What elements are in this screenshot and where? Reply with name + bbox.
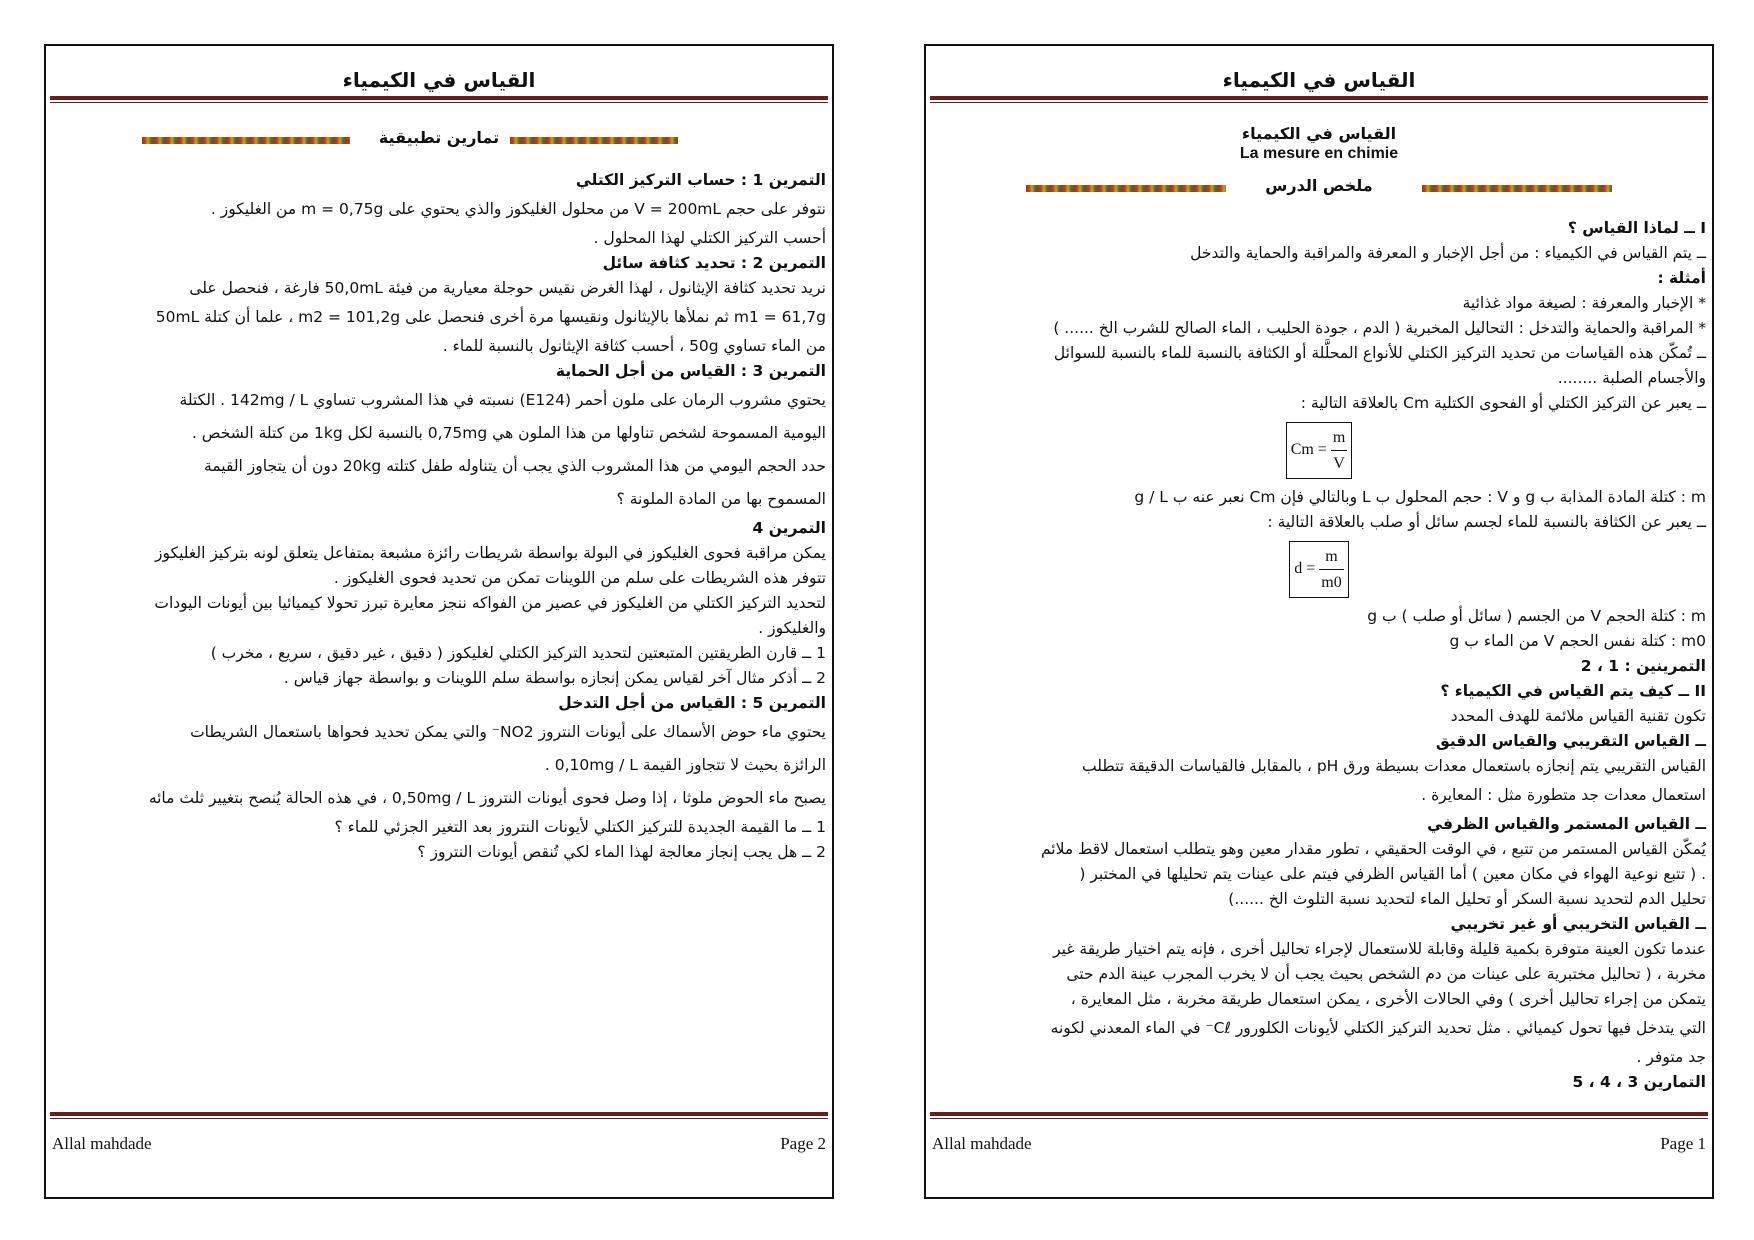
footer-rule xyxy=(50,1112,828,1116)
subsection-heading: ــ القياس المستمر والقياس الظرفي xyxy=(1427,815,1706,833)
d-formula xyxy=(932,535,1706,604)
text-line: تحليل الدم لتحديد نسبة السكر أو تحليل الماء لتحديد نسبة التلوث الخ ......) xyxy=(1228,890,1706,908)
section-heading: I ــ لماذا القياس ؟ xyxy=(1567,219,1706,237)
text-line: ــ يعبر عن الكثافة بالنسبة للماء لجسم سائل أو صلب بالعلاقة التالية : xyxy=(1267,513,1706,531)
formula-denominator: V xyxy=(1333,455,1345,472)
exercise-question: 2 ــ أذكر مثال آخر لقياس يمكن إنجازه بواسطة سلم اللوينات و بواسطة جهاز قياس . xyxy=(283,669,826,687)
formula-denominator: m0 xyxy=(1321,574,1342,591)
exercise-title: التمرين 2 : تحديد كثافة سائل xyxy=(602,254,826,272)
text-line: القياس التقريبي يتم إنجازه باستعمال معدات بسيطة ورق pH ، بالمقابل فالقياسات الدقيقة تتطلب xyxy=(1082,757,1706,775)
exercise-line: اليومية المسموحة لشخص تناولها من هذا الملون هي 0,75mg بالنسبة لكل 1kg من كتلة الشخص . xyxy=(191,424,826,442)
header-rule xyxy=(930,96,1708,100)
exercise-title: التمرين 5 : القياس من أجل التدخل xyxy=(558,694,826,712)
text-line: m : كتلة المادة المذابة ب g و V : حجم المحلول ب L وبالتالي فإن Cm نعبر عنه ب g / L xyxy=(1134,488,1706,506)
footer-rule-thin xyxy=(50,1118,828,1119)
page-1 xyxy=(924,44,1714,1199)
exercise-question: 1 ــ ما القيمة الجديدة للتركيز الكتلي لأيونات النتروز بعد التغير الجزئي للماء ؟ xyxy=(334,818,826,836)
text-line: والأجسام الصلبة ........ xyxy=(1557,369,1706,387)
text-line: * المراقبة والحماية والتدخل : التحاليل المخبرية ( الدم ، جودة الحليب ، الماء الصالح للشرب الخ ...... ) xyxy=(1053,319,1706,337)
summary-label: ملخص الدرس xyxy=(1265,176,1373,195)
exercise-line: المسموح بها من المادة الملونة ؟ xyxy=(616,490,826,508)
lesson-body xyxy=(932,216,1706,1095)
lesson-title-ar: القياس في الكيمياء xyxy=(1241,124,1397,143)
header-rule xyxy=(50,96,828,100)
exercise-line: أحسب التركيز الكتلي لهذا المحلول . xyxy=(593,229,826,247)
section-banner xyxy=(46,128,832,152)
exercise-question: 1 ــ قارن الطريقتين المتبعتين لتحديد التركيز الكتلي لغليكوز ( دقيق ، غير دقيق ، سريع ، مخرب ) xyxy=(210,644,826,662)
text-line: * الإخبار والمعرفة : لصيغة مواد غذائية xyxy=(1462,294,1706,312)
formula-box xyxy=(1289,541,1348,598)
page-title: القياس في الكيمياء xyxy=(342,68,536,92)
header-rule-thin xyxy=(930,102,1708,103)
formula-lhs: d = xyxy=(1294,560,1316,578)
footer-author: Allal mahdade xyxy=(52,1134,152,1153)
text-line: مخربة ، ( تحاليل مختبرية على عينات من دم الشخص بحيث يجب أن لا يخرب المجرب عينة الدم حتى xyxy=(1066,965,1706,983)
footer-author: Allal mahdade xyxy=(932,1134,1032,1153)
text-line: m : كتلة الحجم V من الجسم ( سائل أو صلب ) ب g xyxy=(1367,607,1706,625)
exercise-line: حدد الحجم اليومي من هذا المشروب الذي يجب أن يتناوله طفل كتلته 20kg دون أن يتجاوز القيمة xyxy=(204,457,826,475)
formula-fraction xyxy=(1319,544,1343,595)
text-line: عندما تكون العينة متوفرة بكمية قليلة وقابلة للاستعمال لإجراء تحاليل أخرى ، فإنه يتم اختيار طريقة غير xyxy=(1053,940,1706,958)
exercises-body xyxy=(52,168,826,865)
section-heading: II ــ كيف يتم القياس في الكيمياء ؟ xyxy=(1440,682,1706,700)
cm-formula xyxy=(932,416,1706,485)
text-line: تكون تقنية القياس ملائمة للهدف المحدد xyxy=(1450,707,1706,725)
page-title: القياس في الكيمياء xyxy=(1222,68,1416,92)
exercise-line: من الماء تساوي 50g ، أحسب كثافة الإيثانول بالنسبة للماء . xyxy=(442,337,826,355)
header-rule-thin xyxy=(50,102,828,103)
exercise-line: لتحديد التركيز الكتلي من الغليكوز في عصير من الفواكه ننجز معايرة تبرز تحولا كيميائيا بين أيونات اليودات xyxy=(154,594,826,612)
text-line: جد متوفر . xyxy=(1636,1048,1706,1066)
footer-page-number: Page 2 xyxy=(780,1134,826,1153)
exercise-line: والغليكوز . xyxy=(758,619,826,637)
exercise-line: نتوفر على حجم V = 200mL من محلول الغليكوز والذي يحتوي على m = 0,75g من الغليكوز . xyxy=(210,200,826,218)
text-line: ــ يعبر عن التركيز الكتلي أو الفحوى الكتلية Cm بالعلاقة التالية : xyxy=(1300,394,1706,412)
text-line: m0 : كتلة نفس الحجم V من الماء ب g xyxy=(1449,632,1706,650)
text-line: ــ تُمكّن هذه القياسات من تحديد التركيز الكتلي للأنواع المحلَّلة أو الكثافة بالنسبة للماء بالنسبة للسوائل xyxy=(1053,344,1706,362)
formula-box xyxy=(1286,422,1353,479)
text-line: . ( تتبع نوعية الهواء في مكان معين ) أما القياس الظرفي فيتم على عينات يتم تحليلها في المختبر ( xyxy=(1079,865,1706,883)
exercise-line: نريد تحديد كثافة الإيثانول ، لهذا الغرض نقيس حوجلة معيارية من فيئة 50,0mL فارغة ، فنحصل على xyxy=(189,279,826,297)
text-line: التي يتدخل فيها تحول كيميائي . مثل تحديد التركيز الكتلي لأيونات الكلورور Cℓ⁻ في الماء المعدني لكونه xyxy=(1050,1019,1706,1037)
page-2 xyxy=(44,44,834,1199)
footer-page-number: Page 1 xyxy=(1660,1134,1706,1153)
subsection-heading: ــ القياس التقريبي والقياس الدقيق xyxy=(1435,732,1706,750)
text-line: ــ يتم القياس في الكيمياء : من أجل الإخبار و المعرفة والمراقبة والحماية والتدخل xyxy=(1190,244,1706,262)
exercise-line: يمكن مراقبة فحوى الغليكوز في البولة بواسطة شريطات رائزة مشبعة بمتفاعل يتعلق لونه بتركيز الغليكوز xyxy=(155,544,826,562)
exercise-title: التمرين 4 xyxy=(752,519,826,537)
lesson-title-block xyxy=(926,124,1712,163)
exercise-title: التمرين 1 : حساب التركيز الكتلي xyxy=(575,171,826,189)
exercise-question: 2 ــ هل يجب إنجاز معالجة لهذا الماء لكي تُنقص أيونات النتروز ؟ xyxy=(417,843,826,861)
text-line: استعمال معدات جد متطورة مثل : المعايرة . xyxy=(1421,786,1706,804)
lesson-title-fr: La mesure en chimie xyxy=(1239,145,1399,162)
formula-numerator: m xyxy=(1319,544,1343,570)
text-line: يتمكن من إجراء تحاليل أخرى ) وفي الحالات الأخرى ، يمكن استعمال طريقة مخربة ، مثل المعايرة ، xyxy=(1070,990,1706,1008)
exercise-line: يحتوي مشروب الرمان على ملون أحمر (E124) نسبته في هذا المشروب تساوي 142mg / L . الكتلة xyxy=(179,391,826,409)
formula-lhs: Cm = xyxy=(1290,441,1327,459)
exercise-line: يصبح ماء الحوض ملوثا ، إذا وصل فحوى أيونات النتروز 0,50mg / L ، في هذه الحالة يُنصح بتغيير ثلث مائه xyxy=(148,789,826,807)
footer-rule-thin xyxy=(930,1118,1708,1119)
exercise-line: m1 = 61,7g ثم نملأها بالإيثانول ونقيسها مرة أخرى فنحصل على m2 = 101,2g ، علما أن كتلة 50mL xyxy=(155,308,826,326)
exercise-title: التمرين 3 : القياس من أجل الحماية xyxy=(555,362,826,380)
exercise-line: الرائزة بحيث لا تتجاوز القيمة 0,10mg / L . xyxy=(544,756,826,774)
formula-numerator: m xyxy=(1331,425,1347,451)
exercise-reference: التمرينين : 1 ، 2 xyxy=(1580,657,1706,675)
text-line: يُمكّن القياس المستمر من تتبع ، في الوقت الحقيقي ، تطور مقدار معين وهو يتطلب استعمال لاقط ملائم xyxy=(1040,840,1706,858)
footer-rule xyxy=(930,1112,1708,1116)
banner-label: تمارين تطبيقية xyxy=(378,128,500,147)
subsection-heading: ــ القياس التخريبي أو غير تخريبي xyxy=(1450,915,1706,933)
exercise-line: يحتوي ماء حوض الأسماك على أيونات النتروز NO2⁻ والتي يمكن تحديد فحواها باستعمال الشريطات xyxy=(190,723,826,741)
formula-fraction xyxy=(1331,425,1347,476)
exercise-line: تتوفر هذه الشريطات على سلم من اللوينات تمكن من تحديد فحوى الغليكوز . xyxy=(333,569,826,587)
exercise-reference: التمارين 3 ، 4 ، 5 xyxy=(1572,1073,1706,1091)
summary-banner xyxy=(926,176,1712,200)
examples-label: أمثلة : xyxy=(1657,269,1706,287)
